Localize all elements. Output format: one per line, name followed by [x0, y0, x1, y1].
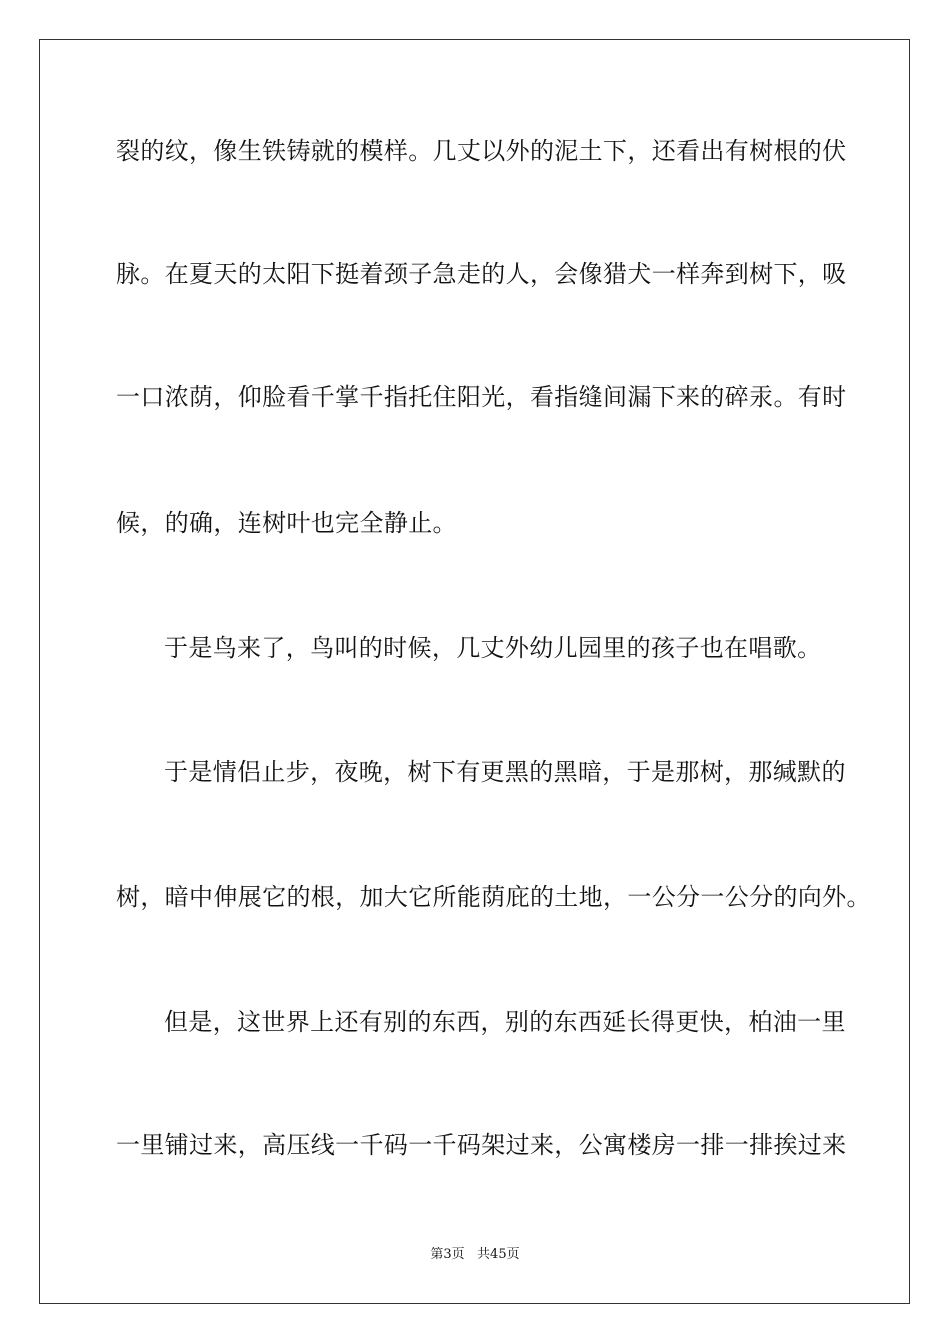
paragraph-line-8: 但是，这世界上还有别的东西，别的东西延长得更快，柏油一里 — [164, 1008, 846, 1036]
page-number: 第3页 共45页 — [430, 1247, 520, 1262]
paragraph-line-5: 于是鸟来了，鸟叫的时候，几丈外幼儿园里的孩子也在唱歌。 — [164, 634, 822, 662]
paragraph-line-3: 一口浓荫，仰脸看千掌千指托住阳光，看指缝间漏下来的碎汞。有时 — [116, 383, 847, 411]
paragraph-line-9: 一里铺过来，高压线一千码一千码架过来，公寓楼房一排一排挨过来 — [116, 1131, 847, 1159]
paragraph-line-6: 于是情侣止步，夜晚，树下有更黑的黑暗，于是那树，那缄默的 — [164, 758, 846, 786]
paragraph-line-2: 脉。在夏天的太阳下挺着颈子急走的人，会像猎犬一样奔到树下，吸 — [116, 260, 847, 288]
paragraph-line-1: 裂的纹，像生铁铸就的模样。几丈以外的泥土下，还看出有树根的伏 — [116, 137, 847, 165]
page-border — [39, 39, 910, 1304]
paragraph-line-7: 树，暗中伸展它的根，加大它所能荫庇的土地，一公分一公分的向外。 — [116, 883, 871, 911]
paragraph-line-4: 候，的确，连树叶也完全静止。 — [116, 509, 457, 537]
